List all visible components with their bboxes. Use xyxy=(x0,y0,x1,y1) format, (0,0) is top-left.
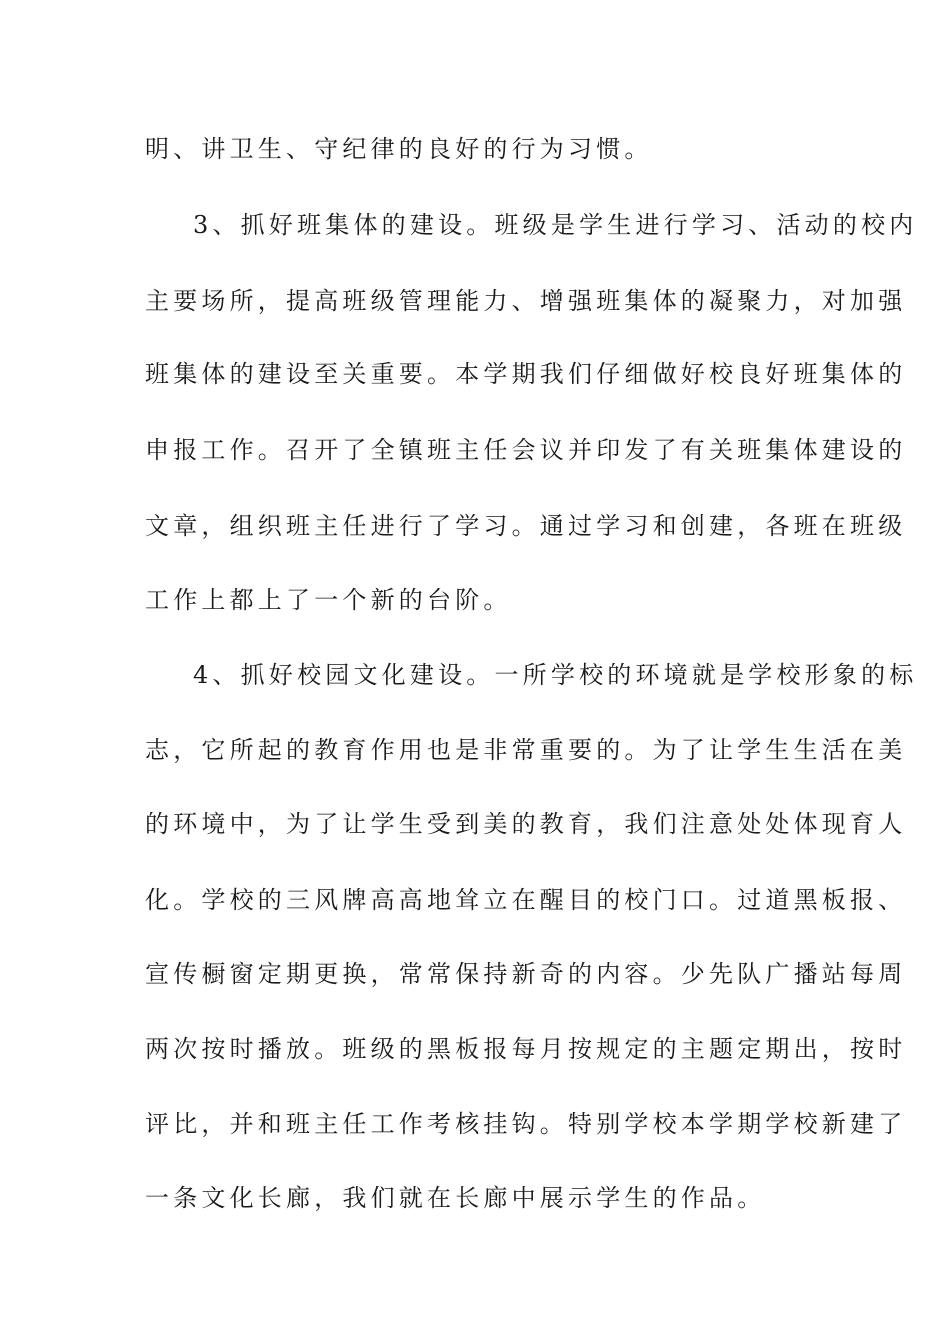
text-line: 工作上都上了一个新的台阶。 xyxy=(145,586,512,614)
text-line: 班集体的建设至关重要。本学期我们仔细做好校良好班集体的 xyxy=(145,360,907,388)
text-line: 化。学校的三风牌高高地耸立在醒目的校门口。过道黑板报、 xyxy=(145,886,907,914)
text-line: 宣传橱窗定期更换，常常保持新奇的内容。少先队广播站每周 xyxy=(145,960,907,988)
text-line: 一条文化长廊，我们就在长廊中展示学生的作品。 xyxy=(145,1184,766,1212)
text-line: 申报工作。召开了全镇班主任会议并印发了有关班集体建设的 xyxy=(145,436,907,464)
text-line: 的环境中，为了让学生受到美的教育，我们注意处处体现育人 xyxy=(145,810,907,838)
text-line: 评比，并和班主任工作考核挂钩。特别学校本学期学校新建了 xyxy=(145,1110,907,1138)
text-line: 志，它所起的教育作用也是非常重要的。为了让学生生活在美 xyxy=(145,736,907,764)
paragraph-4-heading-line: 4、抓好校园文化建设。一所学校的环境就是学校形象的标 xyxy=(193,661,918,689)
text-line: 主要场所，提高班级管理能力、增强班集体的凝聚力，对加强 xyxy=(145,287,907,315)
paragraph-3-heading-line: 3、抓好班集体的建设。班级是学生进行学习、活动的校内 xyxy=(193,211,918,239)
text-line: 明、讲卫生、守纪律的良好的行为习惯。 xyxy=(145,135,653,163)
text-line: 两次按时播放。班级的黑板报每月按规定的主题定期出，按时 xyxy=(145,1035,907,1063)
text-line: 文章，组织班主任进行了学习。通过学习和创建，各班在班级 xyxy=(145,512,907,540)
